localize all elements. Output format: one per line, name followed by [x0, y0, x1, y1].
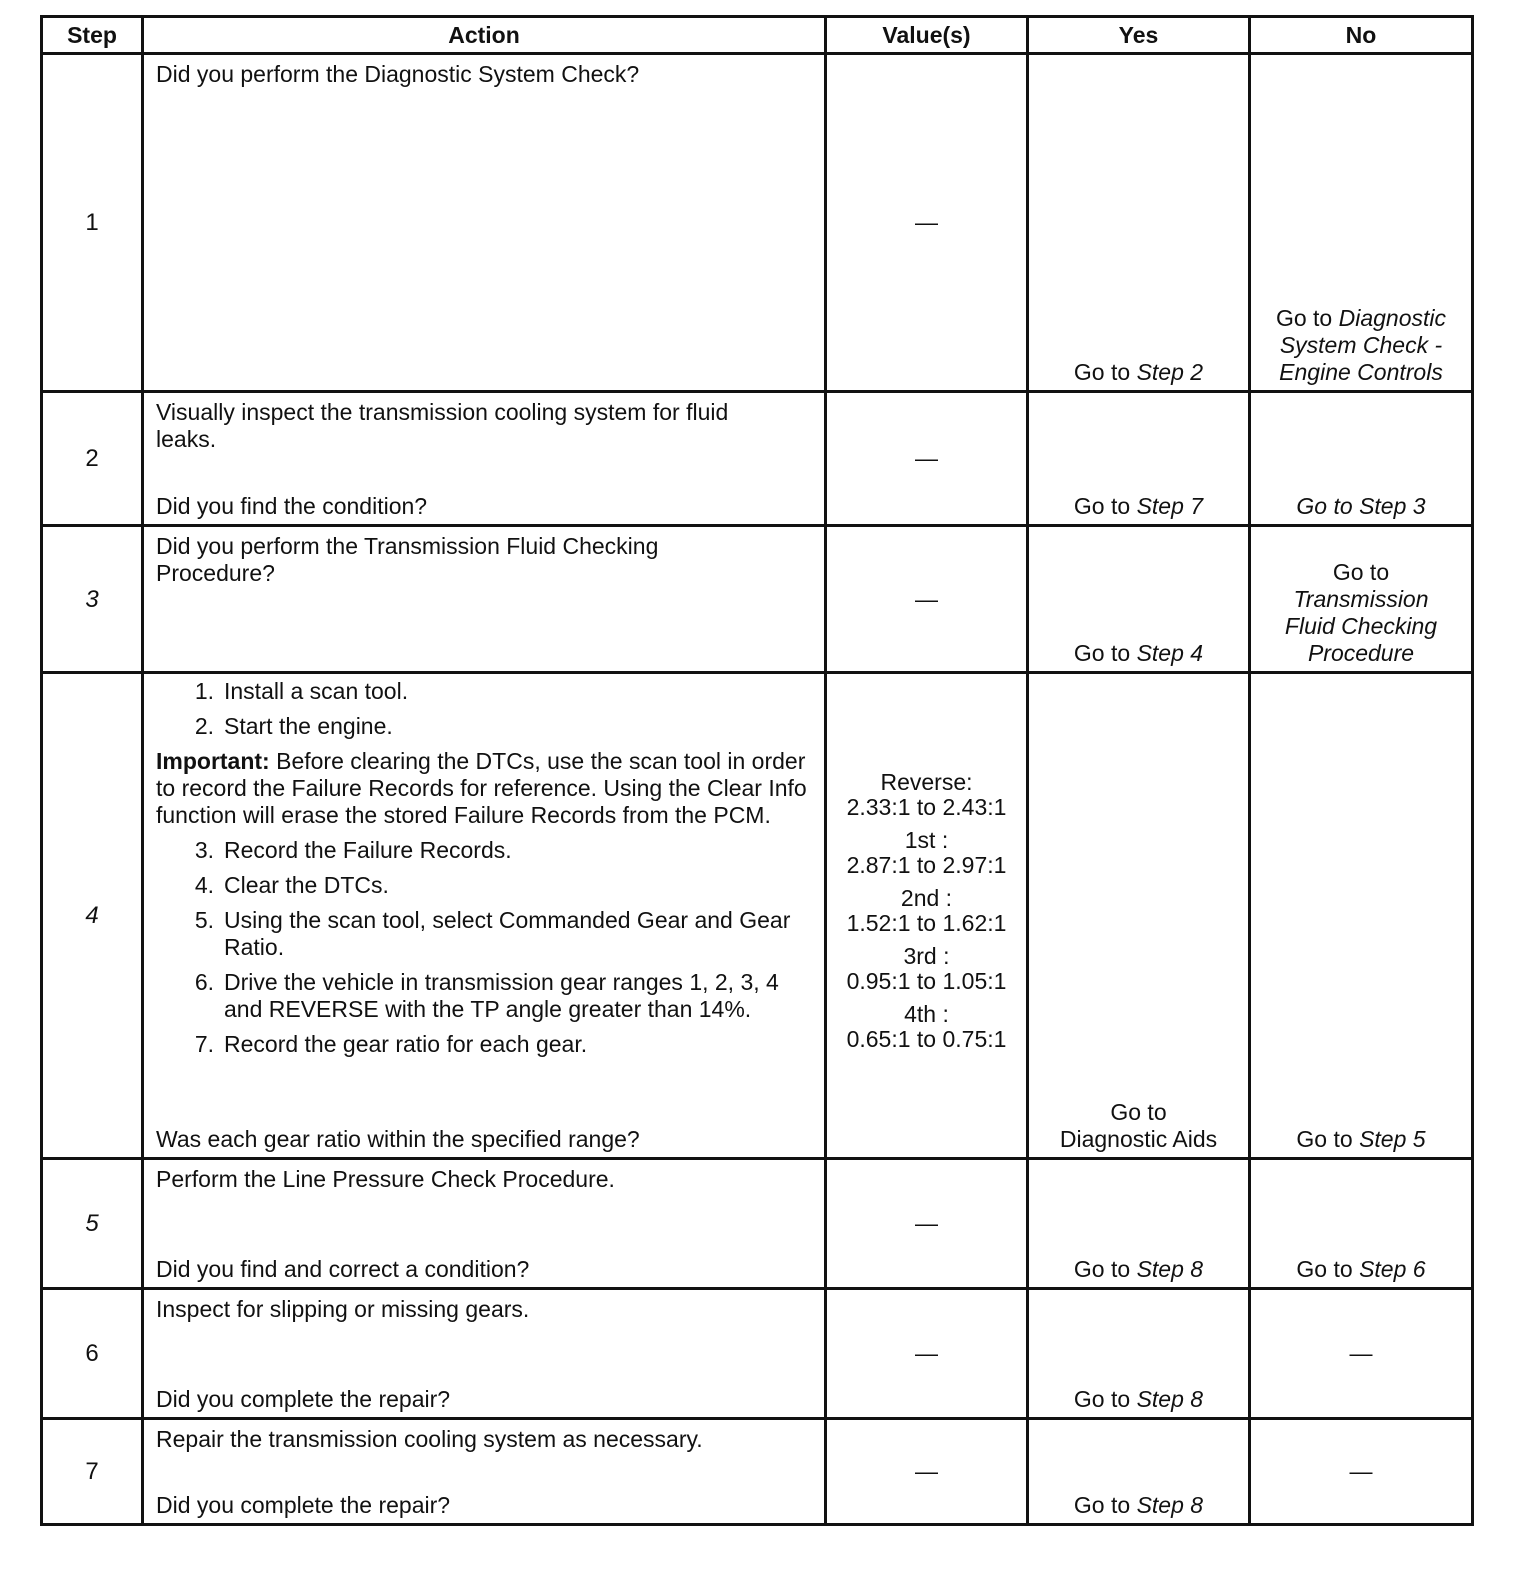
- list-number: 1.: [194, 678, 214, 704]
- yes-cell: [1028, 1289, 1250, 1419]
- step-number: 6: [42, 1289, 143, 1419]
- list-item: [156, 678, 812, 705]
- list-number: 2.: [194, 713, 214, 739]
- list-number: 6.: [194, 969, 214, 995]
- header-step: Step: [42, 17, 143, 54]
- yes-prefix: Go to: [1073, 1256, 1137, 1282]
- step-number: 7: [42, 1419, 143, 1525]
- action-question: Did you find the condition?: [156, 493, 428, 519]
- value-cell: —: [826, 526, 1028, 673]
- action-cell: [143, 1289, 826, 1419]
- list-number: 4.: [194, 872, 214, 898]
- list-number: 3.: [194, 837, 214, 863]
- yes-cell: [1028, 392, 1250, 526]
- action-text: Repair the transmission cooling system as necessary.: [156, 1426, 703, 1452]
- action-question: Was each gear ratio within the specified range?: [156, 1126, 640, 1152]
- header-yes: Yes: [1028, 17, 1250, 54]
- action-text: Visually inspect the transmission cooling system for fluid leaks.: [156, 399, 729, 452]
- no-cell: [1250, 54, 1473, 392]
- list-number: 5.: [194, 907, 214, 933]
- yes-prefix: Go to: [1073, 1492, 1137, 1518]
- step-number: 3: [42, 526, 143, 673]
- table-row: [42, 526, 1473, 673]
- step-number: 5: [42, 1159, 143, 1289]
- no-cell: —: [1250, 1419, 1473, 1525]
- ratio-label: Reverse:: [880, 769, 973, 795]
- value-cell: —: [826, 392, 1028, 526]
- table-row: [42, 673, 1473, 1159]
- ratio-range: 1.52:1 to 1.62:1: [846, 910, 1007, 936]
- ratio-label: 1st :: [904, 827, 949, 853]
- table-row: [42, 1289, 1473, 1419]
- list-item: [156, 1031, 812, 1058]
- yes-link[interactable]: Step 4: [1136, 640, 1204, 666]
- header-row: [42, 17, 1473, 54]
- action-cell: [143, 526, 826, 673]
- no-prefix: Go to: [1332, 559, 1390, 585]
- ratio-range: 0.95:1 to 1.05:1: [846, 968, 1007, 994]
- list-item: [156, 969, 812, 1023]
- yes-link[interactable]: Diagnostic Aids: [1059, 1126, 1218, 1152]
- table-row: [42, 392, 1473, 526]
- ratio-range: 0.65:1 to 0.75:1: [846, 1026, 1007, 1052]
- action-text: Inspect for slipping or missing gears.: [156, 1296, 530, 1322]
- yes-prefix: Go to: [1073, 359, 1137, 385]
- header-action: Action: [143, 17, 826, 54]
- yes-link[interactable]: Step 8: [1136, 1256, 1204, 1282]
- list-text: Record the Failure Records.: [224, 837, 512, 863]
- yes-cell: [1028, 54, 1250, 392]
- header-no: No: [1250, 17, 1473, 54]
- list-text: Drive the vehicle in transmission gear ranges 1, 2, 3, 4 and REVERSE with the TP angle greater than 14%.: [224, 969, 779, 1022]
- no-cell: [1250, 526, 1473, 673]
- action-cell: [143, 673, 826, 1159]
- action-text: Perform the Line Pressure Check Procedure.: [156, 1166, 615, 1192]
- no-cell[interactable]: Go to Step 3: [1250, 392, 1473, 526]
- value-cell: —: [826, 54, 1028, 392]
- important-note: [156, 748, 812, 829]
- no-link[interactable]: Step 6: [1359, 1256, 1426, 1282]
- gear-ratio-3rd: [827, 944, 1026, 994]
- yes-cell: [1028, 1419, 1250, 1525]
- action-cell: [143, 392, 826, 526]
- list-item: [156, 907, 812, 961]
- ratio-range: 2.87:1 to 2.97:1: [846, 852, 1007, 878]
- ratio-label: 2nd :: [900, 885, 953, 911]
- yes-link[interactable]: Step 8: [1136, 1492, 1204, 1518]
- yes-link[interactable]: Step 8: [1136, 1386, 1204, 1412]
- yes-cell: [1028, 673, 1250, 1159]
- action-cell: [143, 1419, 826, 1525]
- action-question: Did you find and correct a condition?: [156, 1256, 530, 1282]
- no-link-line3[interactable]: Procedure: [1307, 640, 1415, 666]
- gear-ratio-4th: [827, 1002, 1026, 1052]
- yes-prefix: Go to: [1073, 640, 1137, 666]
- value-cell: —: [826, 1159, 1028, 1289]
- no-link[interactable]: Step 5: [1359, 1126, 1426, 1152]
- list-text: Using the scan tool, select Commanded Gear and Gear Ratio.: [224, 907, 791, 960]
- no-prefix: Go to: [1296, 1256, 1360, 1282]
- diagnostic-table: [40, 15, 1474, 1526]
- list-text: Record the gear ratio for each gear.: [224, 1031, 588, 1057]
- step-number: 2: [42, 392, 143, 526]
- no-cell: —: [1250, 1289, 1473, 1419]
- action-cell: [143, 1159, 826, 1289]
- list-text: Start the engine.: [224, 713, 393, 739]
- gear-ratio-2nd: [827, 886, 1026, 936]
- yes-cell: [1028, 1159, 1250, 1289]
- action-text: Did you perform the Diagnostic System Check?: [156, 61, 640, 87]
- no-prefix: Go to: [1296, 1126, 1360, 1152]
- list-text: Clear the DTCs.: [224, 872, 389, 898]
- no-link-line3[interactable]: Engine Controls: [1279, 359, 1443, 385]
- gear-ratio-reverse: [827, 770, 1026, 820]
- gear-ratio-1st: [827, 828, 1026, 878]
- value-cell: [826, 673, 1028, 1159]
- yes-prefix: Go to: [1110, 1099, 1167, 1125]
- list-number: 7.: [194, 1031, 214, 1057]
- no-cell: [1250, 1159, 1473, 1289]
- ratio-label: 3rd :: [903, 943, 950, 969]
- action-question: Did you complete the repair?: [156, 1492, 451, 1518]
- yes-prefix: Go to: [1073, 1386, 1137, 1412]
- no-link[interactable]: Transmission: [1293, 586, 1429, 612]
- list-item: [156, 872, 812, 899]
- important-label: Important:: [156, 748, 270, 774]
- no-cell: [1250, 673, 1473, 1159]
- value-cell: —: [826, 1419, 1028, 1525]
- action-question: Did you complete the repair?: [156, 1386, 451, 1412]
- no-link-line2[interactable]: System Check -: [1279, 332, 1443, 358]
- header-values: Value(s): [826, 17, 1028, 54]
- yes-prefix: Go to: [1073, 493, 1137, 519]
- value-cell: —: [826, 1289, 1028, 1419]
- table-row: [42, 54, 1473, 392]
- yes-link[interactable]: Step 7: [1136, 493, 1204, 519]
- step-number: 4: [42, 673, 143, 1159]
- no-link-line2[interactable]: Fluid Checking: [1284, 613, 1438, 639]
- action-cell: [143, 54, 826, 392]
- list-item: [156, 837, 812, 864]
- list-item: [156, 713, 812, 740]
- list-text: Install a scan tool.: [224, 678, 409, 704]
- important-text: Before clearing the DTCs, use the scan tool in order to record the Failure Records for reference. Using the Clear Info function will erase the stored Failure Records from the PCM.: [156, 748, 807, 828]
- no-prefix: Go to: [1275, 305, 1339, 331]
- table-row: [42, 1419, 1473, 1525]
- action-text: Did you perform the Transmission Fluid Checking Procedure?: [156, 533, 659, 586]
- ratio-label: 4th :: [904, 1001, 949, 1027]
- step-number: 1: [42, 54, 143, 392]
- table-row: [42, 1159, 1473, 1289]
- ratio-range: 2.33:1 to 2.43:1: [846, 794, 1007, 820]
- yes-link[interactable]: Step 2: [1136, 359, 1204, 385]
- no-link[interactable]: Diagnostic: [1338, 305, 1447, 331]
- yes-cell: [1028, 526, 1250, 673]
